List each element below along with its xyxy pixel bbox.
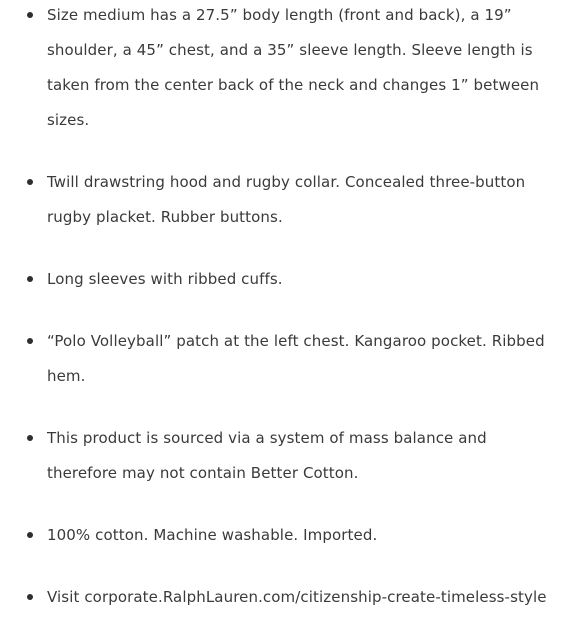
bullet-icon	[27, 12, 33, 18]
bullet-icon	[27, 532, 33, 538]
list-item-text: Size medium has a 27.5” body length (front and back), a 19” shoulder, a 45” chest, and a 35” sleeve length. Sleeve length is taken from the center back of the neck and changes 1” between sizes.	[47, 6, 540, 129]
bullet-icon	[27, 276, 33, 282]
list-item-text: Twill drawstring hood and rugby collar. Concealed three-button rugby placket. Rubber buttons.	[47, 173, 526, 226]
list-item-text: “Polo Volleyball” patch at the left chest. Kangaroo pocket. Ribbed hem.	[47, 332, 545, 385]
list-item	[0, 0, 580, 138]
list-item-text: This product is sourced via a system of mass balance and therefore may not contain Better Cotton.	[47, 429, 487, 482]
list-item	[0, 518, 580, 553]
list-item	[0, 580, 580, 615]
bullet-icon	[27, 594, 33, 600]
bullet-icon	[27, 179, 33, 185]
bullet-icon	[27, 338, 33, 344]
list-item	[0, 421, 580, 491]
list-item	[0, 324, 580, 394]
list-item-text: 100% cotton. Machine washable. Imported.	[47, 526, 378, 544]
list-item-text: Visit corporate.RalphLauren.com/citizenship-create-timeless-style	[47, 588, 547, 606]
bullet-icon	[27, 435, 33, 441]
list-item-text: Long sleeves with ribbed cuffs.	[47, 270, 283, 288]
list-item	[0, 165, 580, 235]
list-item	[0, 262, 580, 297]
